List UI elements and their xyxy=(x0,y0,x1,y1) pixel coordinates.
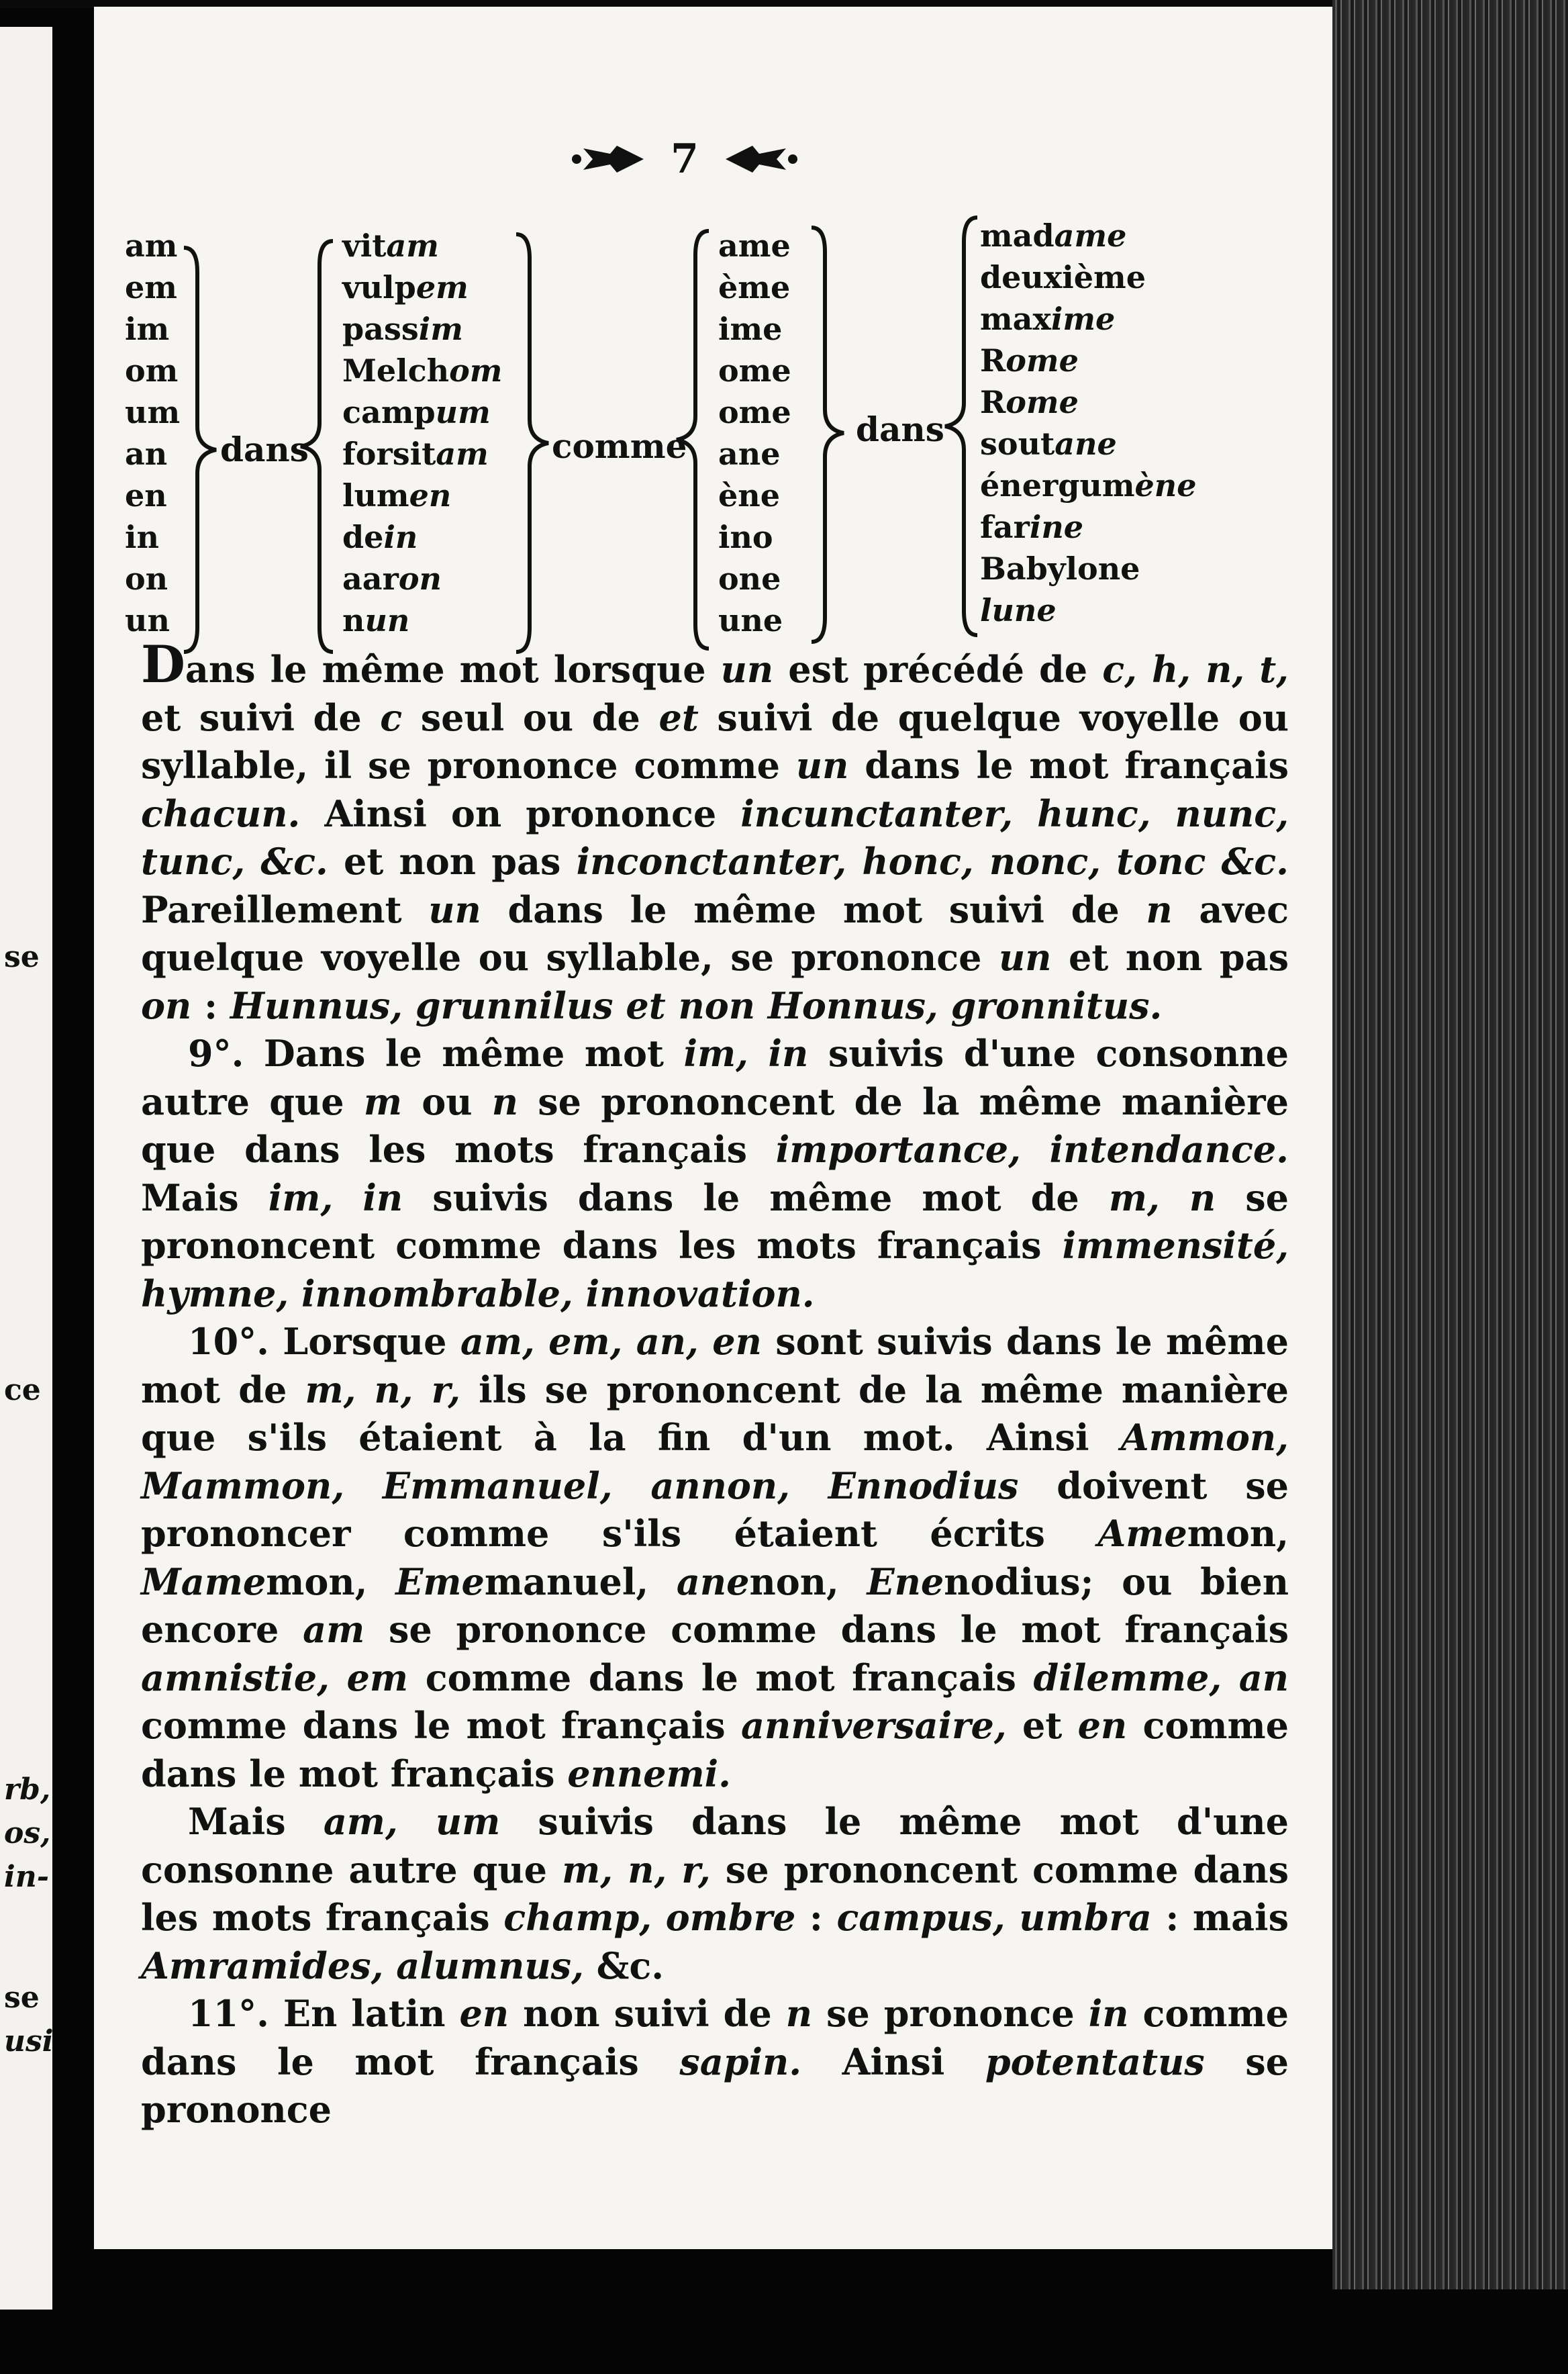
label-comme: comme xyxy=(552,426,687,466)
left-fragment: rb, xyxy=(4,1772,51,1807)
left-fleuron-icon xyxy=(570,140,644,178)
table-col-pronunciation: ame ème ime ome ome ane ène ino one une xyxy=(718,228,791,638)
left-fragment: se xyxy=(4,940,40,974)
paragraph: Dans le même mot lorsque un est précédé de c, h, n, t, et suivi de c seul ou de et suivi de quelque voyelle ou syllable, il se prononce comme un dans le mot français chacun. Ainsi on prononce incunctanter, hunc, nunc, tunc, &c. et non pas inconctanter, honc, nonc, tonc &c. Pareillement un dans le même mot suivi de n avec quelque voyelle ou syllable, se prononce un et non pas on : Hunnus, grunnilus et non Honnus, gronnitus. xyxy=(141,634,1289,1027)
left-brace-icon xyxy=(940,215,980,638)
left-fragment: ce xyxy=(4,1373,41,1407)
paragraph: 10°. Lorsque am, em, an, en sont suivis dans le même mot de m, n, r, ils se prononcent de la même manière que s'ils étaient à la fin d'un mot. Ainsi Ammon, Mammon, Emmanuel, annon, Ennodius doivent se prononcer comme s'ils étaient écrits Amemon, Mamemon, Ememanuel, anenon, Enenodius; ou bien encore am se prononce comme dans le mot français amnistie, em comme dans le mot français dilemme, an comme dans le mot français anniversaire, et en comme dans le mot français ennemi. xyxy=(141,1320,1289,1795)
paragraph: Mais am, um suivis dans le même mot d'une consonne autre que m, n, r, se prononcent comme dans les mots français champ, ombre : campus, umbra : mais Amramides, alumnus, &c. xyxy=(141,1800,1289,1987)
page-number: 7 xyxy=(671,136,699,183)
right-fleuron-icon xyxy=(726,140,799,178)
table-col-latin-endings: am em im om um an en in on un xyxy=(125,228,181,638)
page-header xyxy=(564,122,805,196)
label-dans: dans xyxy=(856,410,944,449)
table-col-latin-examples: vitam vulpem passim Melchom campum forsitam lumen dein aaron nun xyxy=(342,228,503,638)
left-fragment: os, xyxy=(4,1816,51,1850)
page-block-edge xyxy=(1332,0,1568,2289)
right-brace-icon xyxy=(809,225,849,645)
body-text xyxy=(141,634,1289,2134)
previous-page-edge xyxy=(0,27,52,2310)
left-fragment: usi xyxy=(4,2024,54,2058)
label-dans: dans xyxy=(220,430,309,469)
right-brace-icon xyxy=(181,245,222,655)
left-brace-icon xyxy=(671,228,712,651)
left-brace-icon xyxy=(295,238,336,655)
right-brace-icon xyxy=(513,232,554,655)
left-fragment: in- xyxy=(4,1860,49,1894)
left-fragment: se xyxy=(4,1981,40,2015)
paragraph: 9°. Dans le même mot im, in suivis d'une consonne autre que m ou n se prononcent de la même manière que dans les mots français importance, intendance. Mais im, in suivis dans le même mot de m, n se prononcent comme dans les mots français immensité, hymne, innombrable, innovation. xyxy=(141,1032,1289,1315)
paragraph: 11°. En latin en non suivi de n se prononce in comme dans le mot français sapin. Ainsi potentatus se prononce xyxy=(141,1992,1289,2131)
table-col-french-examples: madame deuxième maxime Rome Rome soutane énergumène farine Babylone lune xyxy=(980,218,1197,628)
